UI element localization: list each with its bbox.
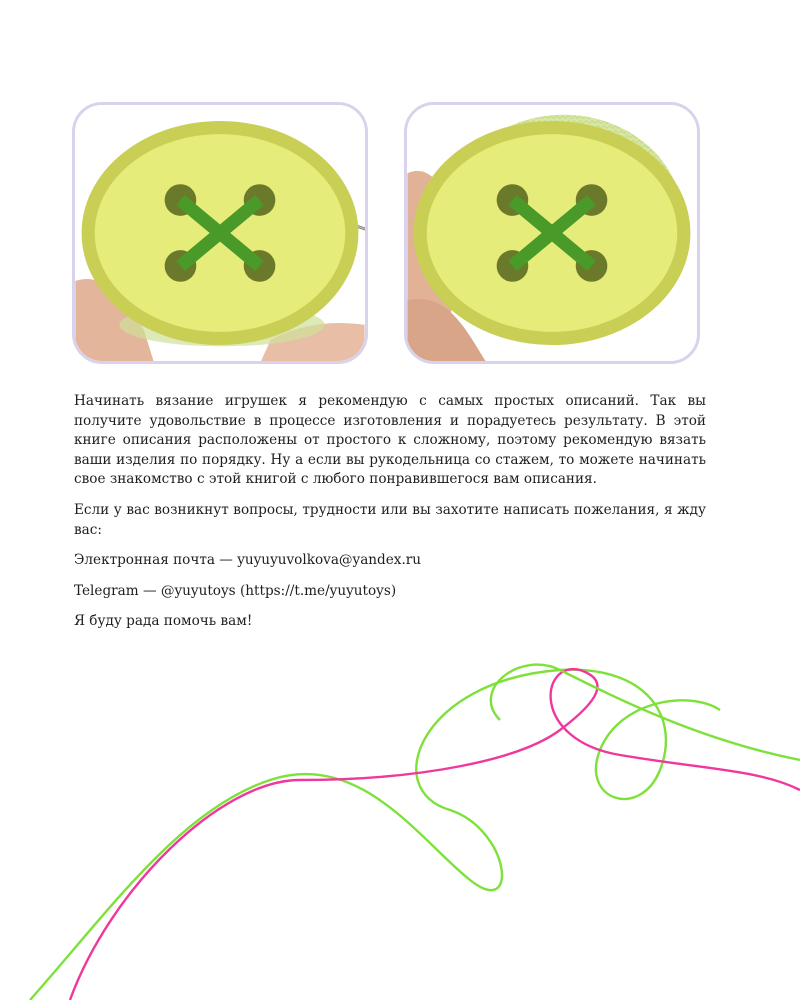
telegram-line: Telegram — @yuyutoys (https://t.me/yuyutoys) — [74, 582, 397, 599]
photo-frame-left — [72, 102, 368, 364]
green-yarn-line — [30, 670, 720, 1000]
email-line: Электронная почта — yuyuyuvolkova@yandex.ru — [74, 552, 422, 569]
button-icon — [75, 105, 365, 361]
green-yarn-loop — [491, 665, 800, 760]
photo-frame-right — [404, 102, 700, 364]
intro-paragraph: Начинать вязание игрушек я рекомендую с самых простых описаний. Так вы получите удовольствие в процессе изготовления и порадуетесь результату. В этой книге описания расположены от простого к сложному, поэтому рекомендую вязать ваши изделия по порядку. Ну а если вы рукодельница со стажем, то можете начинать свое знакомство с этой книгой с любого понравившегося вам описания. — [74, 393, 706, 488]
decorative-yarn-lines — [0, 640, 800, 1000]
questions-paragraph: Если у вас возникнут вопросы, трудности или вы захотите написать пожелания, я жду вас: — [74, 501, 706, 538]
body-text — [74, 392, 706, 643]
button-icon — [407, 105, 697, 361]
closing-line: Я буду рада помочь вам! — [74, 613, 253, 630]
